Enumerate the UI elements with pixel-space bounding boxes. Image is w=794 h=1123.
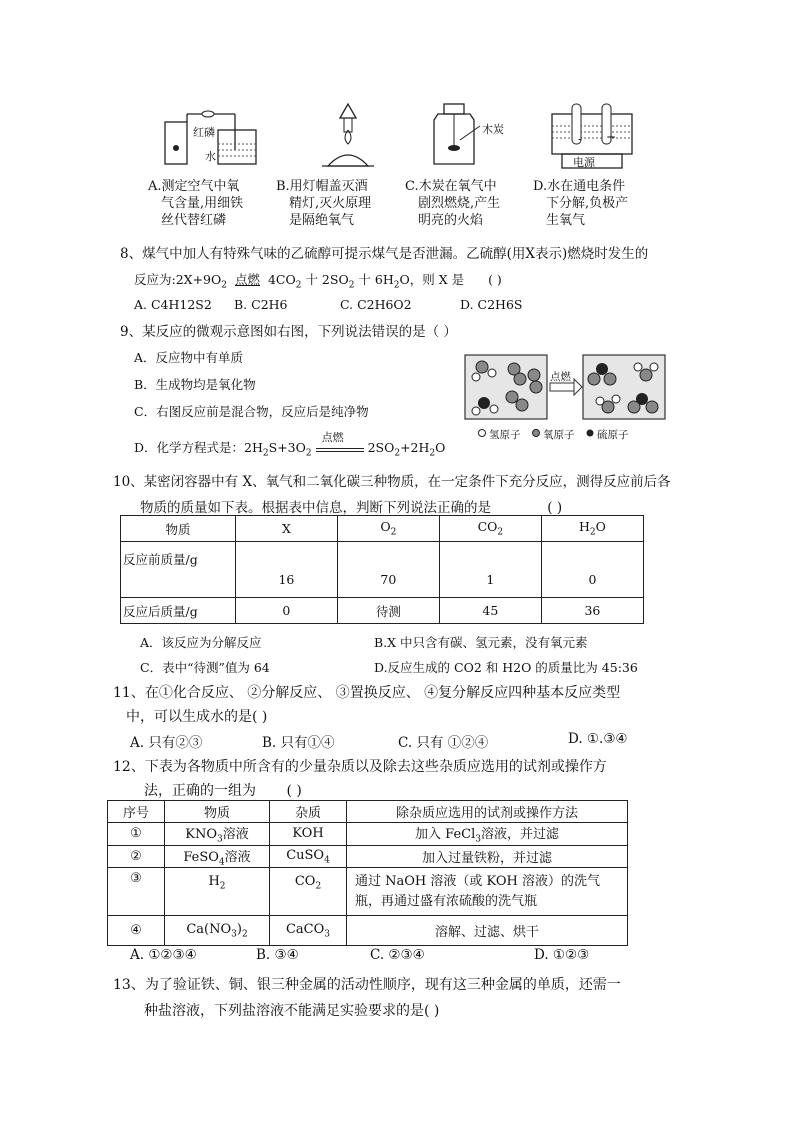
table-cell: CuSO$_4$ bbox=[270, 845, 347, 868]
q10-option-d[interactable]: D.反应生成的 CO2 和 H2O 的质量比为 45:36 bbox=[374, 660, 638, 675]
table-cell: 反应前质量/g bbox=[121, 542, 236, 598]
q12-header-substance: 物质 bbox=[165, 801, 270, 823]
q10-header-substance: 物质 bbox=[121, 516, 236, 542]
q10-answer-paren: ( ) bbox=[547, 500, 563, 516]
table-cell: ③ bbox=[108, 868, 165, 916]
q12-option-b[interactable]: B. ③④ bbox=[256, 947, 299, 963]
q9-legend-oxygen: 氧原子 bbox=[543, 429, 575, 441]
table-cell: 溶解、过滤、烘干 bbox=[347, 916, 628, 946]
table-cell: $H_2$ bbox=[165, 868, 270, 916]
q11-option-a[interactable]: A. 只有②③ bbox=[130, 735, 203, 751]
q9-equation-condition: 点燃 bbox=[321, 431, 344, 444]
q8-answer-paren: ( ) bbox=[488, 272, 502, 287]
q12-option-d[interactable]: D. ①②③ bbox=[534, 947, 590, 963]
figure-c-charcoal-in-oxygen bbox=[430, 100, 485, 174]
q10-header-h2o: $H_2O$ bbox=[541, 516, 643, 542]
q11-stem-line1: 11、在①化合反应、 ②分解反应、 ③置换反应、 ④复分解反应四种基本反应类型 bbox=[113, 685, 621, 701]
q12-answer-paren: ( ) bbox=[286, 783, 302, 799]
q11-option-c[interactable]: C. 只有 ①②④ bbox=[398, 735, 489, 751]
q9-stem: 9、某反应的微观示意图如右图，下列说法错误的是（ ） bbox=[120, 324, 457, 340]
q10-stem-line1: 10、某密闭容器中有 X、氧气和二氧化碳三种物质，在一定条件下充分反应，测得反应前后各 bbox=[113, 474, 671, 490]
q8-option-d[interactable]: D. C2H6S bbox=[460, 297, 523, 312]
q10-stem-line2: 物质的质量如下表。根据表中信息，判断下列说法正确的是 ( ) bbox=[140, 500, 563, 516]
table-cell: 45 bbox=[439, 598, 541, 624]
q8-option-c[interactable]: C. C2H6O2 bbox=[340, 297, 412, 312]
q13-stem-line1: 13、为了验证铁、铜、银三种金属的活动性顺序，现有这三种金属的单质，还需一 bbox=[113, 977, 621, 993]
table-cell: 1 bbox=[439, 542, 541, 598]
table-cell: 16 bbox=[235, 542, 337, 598]
q13-stem-line2: 种盐溶液，下列盐溶液不能满足实验要求的是( ) bbox=[144, 1003, 440, 1019]
table-cell: FeSO$_4$溶液 bbox=[165, 845, 270, 868]
q11-option-d[interactable]: D. ①.③④ bbox=[568, 731, 628, 747]
q11-stem-line2: 中，可以生成水的是( ) bbox=[126, 709, 268, 725]
q12-option-c[interactable]: C. ②③④ bbox=[370, 947, 425, 963]
table-cell: $Ca(NO_3)_2$ bbox=[165, 916, 270, 946]
figure-c-caption: C.木炭在氧气中 剧烈燃烧,产生 明亮的火焰 bbox=[405, 179, 501, 228]
q12-option-a[interactable]: A. ①②③④ bbox=[130, 947, 197, 963]
figure-d-caption: D.水在通电条件 下分解,负极产 生氧气 bbox=[533, 179, 629, 228]
table-cell: KOH bbox=[270, 823, 347, 846]
q12-header-method: 除杂质应选用的试剂或操作方法 bbox=[347, 801, 628, 823]
figure-d-minus: - bbox=[578, 132, 583, 146]
table-cell: ① bbox=[108, 823, 165, 846]
q10-header-x: X bbox=[235, 516, 337, 542]
table-cell: ② bbox=[108, 845, 165, 868]
q10-header-co2: $CO_2$ bbox=[439, 516, 541, 542]
q9-legend-sulfur: 硫原子 bbox=[597, 429, 629, 441]
q10-mass-table bbox=[120, 515, 644, 624]
table-cell: 36 bbox=[541, 598, 643, 624]
q12-stem-line2: 法，正确的一组为 ( ) bbox=[144, 783, 302, 799]
q10-option-b[interactable]: B.X 中只含有碳、氢元素，没有氧元素 bbox=[374, 635, 588, 650]
table-cell: 待测 bbox=[337, 598, 439, 624]
q12-header-index: 序号 bbox=[108, 801, 165, 823]
q8-condition: 点燃 bbox=[234, 272, 260, 287]
q9-option-a[interactable]: A．反应物中有单质 bbox=[134, 350, 244, 365]
q12-header-impurity: 杂质 bbox=[270, 801, 347, 823]
q9-option-d[interactable]: D．化学方程式是：$2H_2S+3O_2$ 点燃 $2SO_2+2H_2O$ bbox=[134, 431, 446, 459]
q8-stem-line1: 8、煤气中加人有特殊气味的乙硫醇可提示煤气是否泄漏。乙硫醇(用X表示)燃烧时发生的 bbox=[120, 246, 649, 262]
table-cell: $CO_2$ bbox=[270, 868, 347, 916]
q12-stem-line1: 12、下表为各物质中所含有的少量杂质以及除去这些杂质应选用的试剂或操作方 bbox=[113, 759, 607, 775]
table-cell: $KNO_3$溶液 bbox=[165, 823, 270, 846]
q10-option-a[interactable]: A．该反应为分解反应 bbox=[140, 635, 262, 650]
table-cell: 通过 NaOH 溶液（或 KOH 溶液）的洗气 瓶，再通过盛有浓硫酸的洗气瓶 bbox=[347, 868, 628, 916]
table-cell: CaCO$_3$ bbox=[270, 916, 347, 946]
figure-a-caption: A.测定空气中氧 气含量,用细铁 丝代替红磷 bbox=[148, 179, 244, 228]
table-cell: 加入 FeCl$_3$溶液，并过滤 bbox=[347, 823, 628, 846]
table-cell: 0 bbox=[541, 542, 643, 598]
figure-d-plus: + bbox=[606, 130, 617, 144]
table-cell: 加入过量铁粉，并过滤 bbox=[347, 845, 628, 868]
q10-option-c[interactable]: C．表中“待测”值为 64 bbox=[140, 660, 270, 675]
q12-impurity-table bbox=[107, 800, 628, 946]
q10-header-o2: $O_2$ bbox=[337, 516, 439, 542]
q9-legend-hydrogen: 氢原子 bbox=[489, 429, 521, 441]
table-cell: 0 bbox=[235, 598, 337, 624]
table-cell: ④ bbox=[108, 916, 165, 946]
q8-option-a[interactable]: A. C4H12S2 bbox=[134, 297, 212, 312]
figure-b-caption: B.用灯帽盖灭酒 精灯,灭火原理 是隔绝氧气 bbox=[276, 179, 372, 228]
figure-d-label-power: 电源 bbox=[573, 156, 595, 169]
q9-option-b[interactable]: B．生成物均是氧化物 bbox=[134, 377, 256, 392]
figure-b-alcohol-lamp bbox=[318, 100, 378, 174]
q9-diagram-arrow-label: 点燃 bbox=[550, 371, 571, 383]
table-cell: 反应后质量/g bbox=[121, 598, 236, 624]
q9-option-c[interactable]: C．右图反应前是混合物，反应后是纯净物 bbox=[134, 404, 369, 419]
figure-a-label-water: 水 bbox=[205, 150, 216, 163]
table-cell: 70 bbox=[337, 542, 439, 598]
figure-a-label-phosphorus: 红磷 bbox=[193, 126, 215, 139]
q11-option-b[interactable]: B. 只有①④ bbox=[262, 735, 335, 751]
q8-option-b[interactable]: B. C2H6 bbox=[234, 297, 288, 312]
q8-stem-line2: 反应为$:2X+9O_2$ 点燃 $4CO_2$ 十 $2SO_2$ 十 $6H_2O$，则 X 是 ( ) bbox=[134, 272, 502, 291]
figure-c-label-charcoal: 木炭 bbox=[482, 123, 504, 136]
